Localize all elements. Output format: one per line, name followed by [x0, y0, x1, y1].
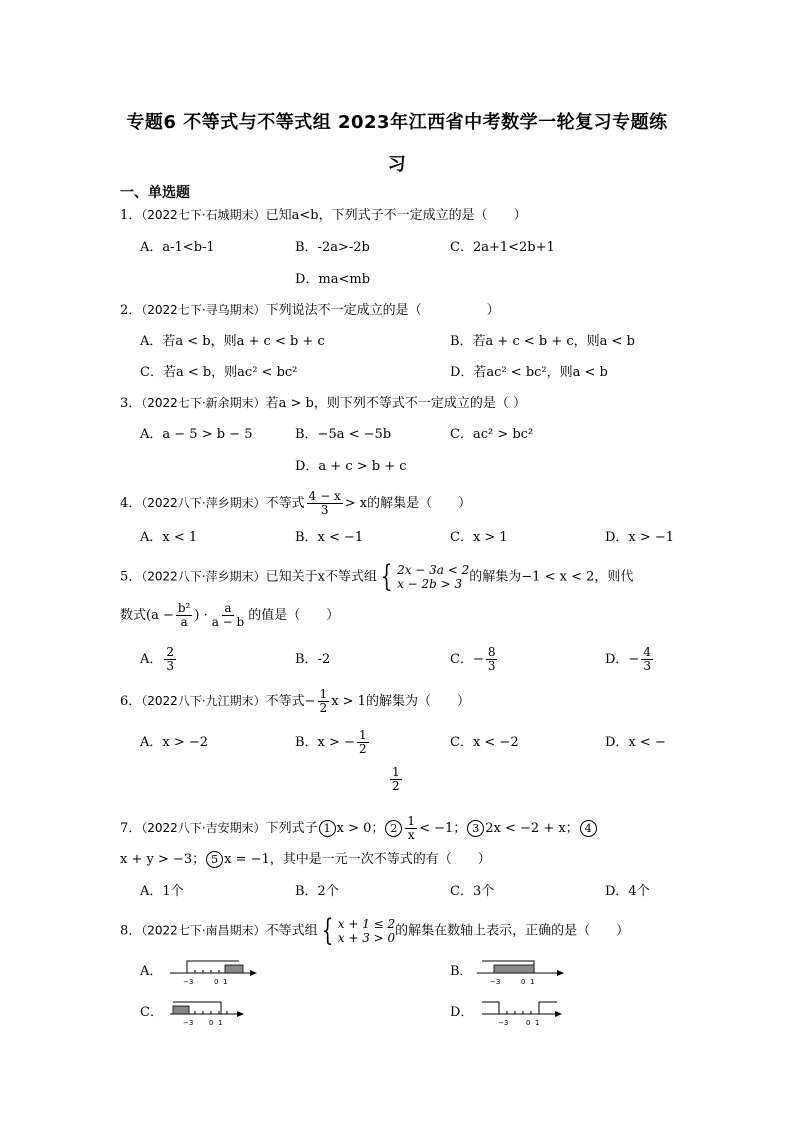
- question-stem: 若a > b，则下列不等式不一定成立的是（ ）: [265, 396, 527, 411]
- q7-option-a[interactable]: A．1个: [140, 884, 184, 899]
- question-source: （2022七下·南昌期末）: [141, 923, 266, 938]
- question-source: （2022七下·石城期末）: [141, 208, 266, 222]
- svg-text:1: 1: [530, 978, 535, 986]
- q2-option-d[interactable]: D．若ac² < bc²，则a < b: [450, 365, 608, 380]
- circled-number: 4: [580, 820, 597, 837]
- q4-option-b[interactable]: B．x < −1: [295, 530, 364, 545]
- q8-number-line-d: [477, 996, 572, 1028]
- question-5-line-2: 数式(a − $\frac{\text{b²}}{a}$ ) · $\frac{a}{a - b}$ 的值是（ ）: [120, 601, 340, 629]
- q1-option-c[interactable]: C．2a+1<2b+1: [450, 240, 555, 255]
- svg-text:1: 1: [535, 1019, 540, 1027]
- question-7: 7．（2022八下·吉安期末）下列式子 1 x > 0； 2 $\frac{1}{x}$ < −1； 3 2x < −2 + x； 4: [120, 815, 598, 842]
- inequality-system: { 2x − 3a < 2 x − 2b > 3: [380, 559, 470, 594]
- question-1: 1．（2022七下·石城期末）已知a<b，下列式子不一定成立的是（ ）: [120, 208, 527, 223]
- q4-option-d[interactable]: D．x > −1: [605, 530, 675, 545]
- q2-option-b[interactable]: B．若a + c < b + c，则a < b: [450, 334, 635, 349]
- svg-text:−3: −3: [183, 978, 194, 986]
- svg-text:1: 1: [218, 1019, 223, 1027]
- question-2: 2．（2022七下·寻乌期末）下列说法不一定成立的是（ ）: [120, 303, 500, 318]
- inequality-system: { x + 1 ≤ 2 x + 3 > 0: [321, 913, 396, 948]
- q1-option-b[interactable]: B．-2a>-2b: [295, 240, 370, 255]
- q8-option-a[interactable]: A．: [140, 964, 163, 979]
- circled-number: 5: [206, 851, 223, 868]
- page-title: 专题6 不等式与不等式组 2023年江西省中考数学一轮复习专题练: [126, 112, 668, 133]
- fraction: $\frac{4 - x}{3}$: [308, 489, 341, 517]
- svg-text:0: 0: [521, 978, 526, 986]
- q1-option-d[interactable]: D．ma<mb: [295, 272, 371, 287]
- question-8: 8．（2022七下·南昌期末）不等式组 { x + 1 ≤ 2 x + 3 > 0 的解集在数轴上表示，正确的是（ ）: [120, 913, 630, 948]
- q6-option-d-fraction: $\frac{1}{2}$: [392, 765, 400, 793]
- question-3: 3．（2022七下·新余期末）若a > b，则下列不等式不一定成立的是（ ）: [120, 396, 527, 411]
- svg-text:−3: −3: [498, 1019, 509, 1027]
- question-stem: 下列说法不一定成立的是（ ）: [265, 303, 500, 318]
- section-heading: 一、单选题: [120, 185, 190, 201]
- q5-option-d[interactable]: D．− $\frac{4}{3}$: [605, 645, 651, 673]
- question-stem: 已知a<b，下列式子不一定成立的是（ ）: [265, 208, 527, 223]
- question-source: （2022七下·新余期末）: [141, 396, 266, 410]
- q7-option-d[interactable]: D．4个: [605, 884, 650, 899]
- circled-number: 1: [319, 820, 336, 837]
- q8-number-line-b: [472, 955, 567, 987]
- svg-text:0: 0: [209, 1019, 214, 1027]
- q3-option-d[interactable]: D．a + c > b + c: [295, 459, 407, 474]
- q8-option-c[interactable]: C．: [140, 1005, 163, 1020]
- svg-text:0: 0: [214, 978, 219, 986]
- svg-text:−3: −3: [490, 978, 501, 986]
- q2-option-a[interactable]: A．若a < b，则a + c < b + c: [140, 334, 325, 349]
- q7-option-b[interactable]: B．2个: [295, 884, 339, 899]
- question-source: （2022七下·寻乌期末）: [141, 303, 266, 317]
- q5-option-a[interactable]: A． $\frac{2}{3}$: [140, 645, 175, 673]
- q8-number-line-a: [165, 955, 260, 987]
- q3-option-b[interactable]: B．−5a < −5b: [295, 427, 392, 442]
- question-5: 5．（2022八下·萍乡期末）已知关于x不等式组 { 2x − 3a < 2 x − 2b > 3 的解集为−1 < x < 2，则代: [120, 559, 634, 594]
- circled-number: 2: [385, 820, 402, 837]
- q3-option-a[interactable]: A．a − 5 > b − 5: [140, 427, 253, 442]
- q8-option-d[interactable]: D．: [450, 1005, 474, 1020]
- q4-option-c[interactable]: C．x > 1: [450, 530, 508, 545]
- svg-text:1: 1: [223, 978, 228, 986]
- q8-number-line-c: [165, 996, 260, 1028]
- question-7-line-2: x + y > −3； 5 x = −1，其中是一元一次不等式的有（ ）: [120, 852, 491, 867]
- question-6: 6．（2022八下·九江期末）不等式− $\frac{1}{2}$ x > 1的解集为（ ）: [120, 687, 470, 715]
- q6-option-d[interactable]: D．x < −: [605, 735, 666, 750]
- q6-option-b[interactable]: B．x > − $\frac{1}{2}$: [295, 728, 367, 756]
- page-title-continued: 习: [387, 154, 407, 175]
- question-source: （2022八下·九江期末）: [141, 694, 266, 708]
- svg-text:−3: −3: [183, 1019, 194, 1027]
- q5-option-c[interactable]: C．− $\frac{8}{3}$: [450, 645, 496, 673]
- svg-text:0: 0: [526, 1019, 531, 1027]
- q3-option-c[interactable]: C．ac² > bc²: [450, 427, 534, 442]
- q4-option-a[interactable]: A．x < 1: [140, 530, 198, 545]
- q5-option-b[interactable]: B．-2: [295, 652, 331, 667]
- q6-option-c[interactable]: C．x < −2: [450, 735, 519, 750]
- question-4: 4．（2022八下·萍乡期末）不等式 $\frac{4 - x}{3}$ > x的解集是（ ）: [120, 489, 472, 517]
- q7-option-c[interactable]: C．3个: [450, 884, 495, 899]
- q8-option-b[interactable]: B．: [450, 964, 473, 979]
- question-source: （2022八下·吉安期末）: [141, 821, 266, 835]
- q2-option-c[interactable]: C．若a < b，则ac² < bc²: [140, 365, 298, 380]
- q1-option-a[interactable]: A．a-1<b-1: [140, 240, 215, 255]
- q6-option-a[interactable]: A．x > −2: [140, 735, 209, 750]
- circled-number: 3: [467, 820, 484, 837]
- question-source: （2022八下·萍乡期末）: [141, 496, 266, 510]
- question-source: （2022八下·萍乡期末）: [141, 569, 266, 584]
